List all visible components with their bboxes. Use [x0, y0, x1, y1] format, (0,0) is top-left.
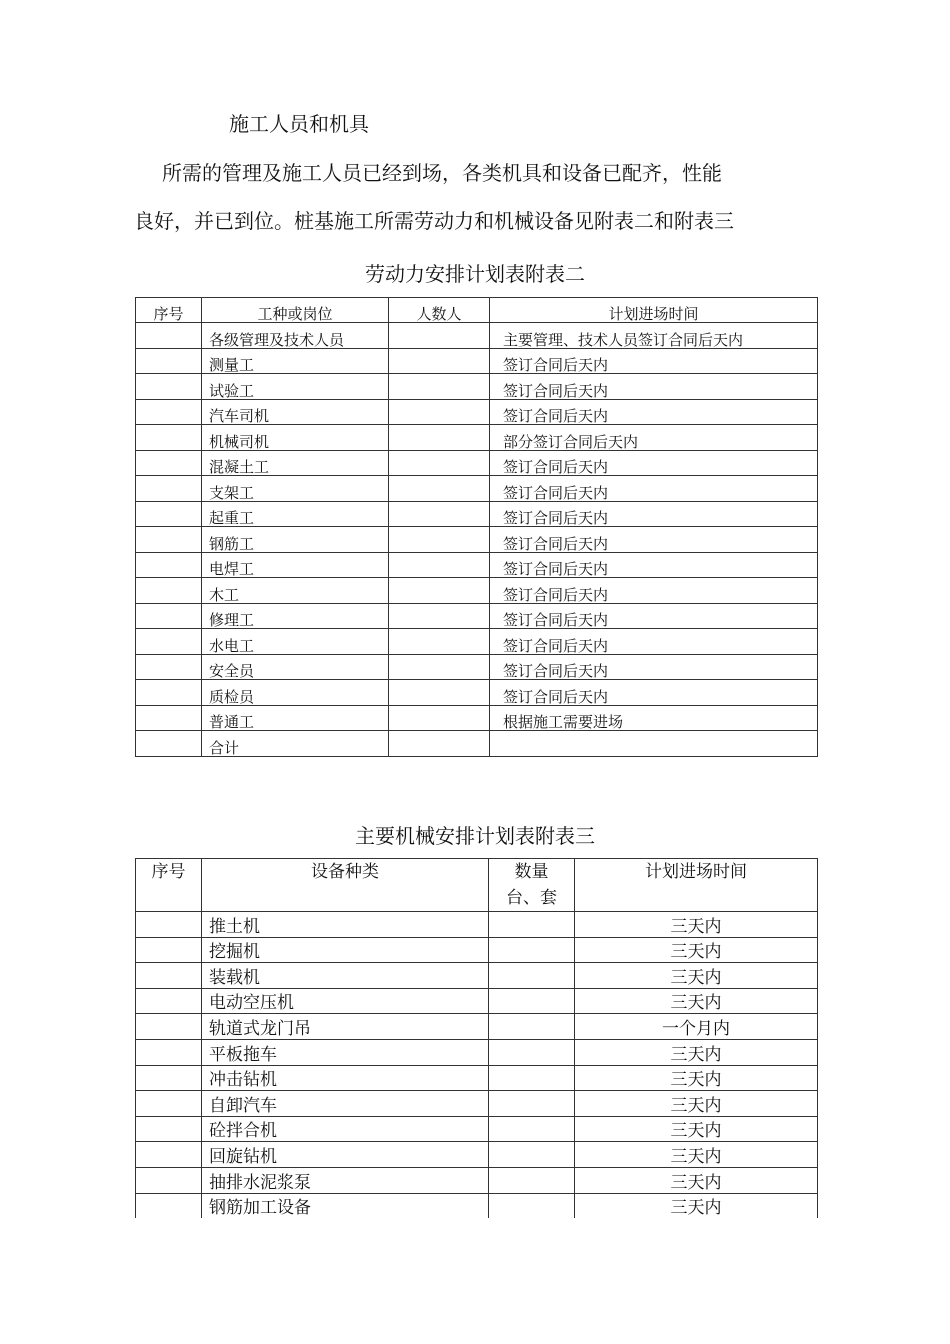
machine-table-row	[136, 988, 818, 1014]
labor-table-row	[136, 348, 818, 374]
machine-time-cell: 三天内	[575, 937, 818, 963]
labor-header-count: 人数人	[389, 298, 490, 323]
labor-table-row	[136, 578, 818, 604]
machine-header-time: 计划进场时间	[575, 859, 818, 912]
labor-table-row	[136, 603, 818, 629]
machine-quantity-cell	[489, 1142, 575, 1168]
machine-table-row	[136, 912, 818, 938]
labor-index-cell	[136, 705, 202, 731]
labor-time-cell: 主要管理、技术人员签订合同后天内	[490, 323, 818, 349]
labor-header-time: 计划进场时间	[490, 298, 818, 323]
labor-count-cell	[389, 450, 490, 476]
machine-equipment-cell: 挖掘机	[202, 937, 489, 963]
machine-index-cell	[136, 1039, 202, 1065]
machine-index-cell	[136, 963, 202, 989]
labor-time-cell: 签订合同后天内	[490, 374, 818, 400]
machine-header-quantity-line2: 台、套	[506, 888, 557, 908]
labor-table-row	[136, 705, 818, 731]
machine-table-row	[136, 1142, 818, 1168]
labor-table-row	[136, 654, 818, 680]
labor-count-cell	[389, 501, 490, 527]
machine-equipment-cell: 推土机	[202, 912, 489, 938]
labor-time-cell: 签订合同后天内	[490, 501, 818, 527]
machine-time-cell: 一个月内	[575, 1014, 818, 1040]
machine-equipment-cell: 平板拖车	[202, 1039, 489, 1065]
labor-role-cell: 起重工	[202, 501, 389, 527]
machine-time-cell: 三天内	[575, 1091, 818, 1117]
machine-quantity-cell	[489, 1116, 575, 1142]
machine-quantity-cell	[489, 1091, 575, 1117]
labor-count-cell	[389, 654, 490, 680]
labor-index-cell	[136, 374, 202, 400]
labor-table-row	[136, 527, 818, 553]
labor-time-cell: 签订合同后天内	[490, 654, 818, 680]
machine-table-row	[136, 1193, 818, 1218]
labor-table-row	[136, 450, 818, 476]
machine-header-index: 序号	[136, 859, 202, 912]
labor-role-cell: 木工	[202, 578, 389, 604]
machine-equipment-cell: 冲击钻机	[202, 1065, 489, 1091]
labor-role-cell: 测量工	[202, 348, 389, 374]
labor-table-header-row	[136, 298, 818, 323]
labor-time-cell: 部分签订合同后天内	[490, 425, 818, 451]
machine-quantity-cell	[489, 1193, 575, 1218]
labor-role-cell: 汽车司机	[202, 399, 389, 425]
machine-index-cell	[136, 937, 202, 963]
machine-quantity-cell	[489, 963, 575, 989]
machine-plan-table	[135, 858, 818, 1218]
labor-count-cell	[389, 629, 490, 655]
machine-index-cell	[136, 1116, 202, 1142]
labor-role-cell: 电焊工	[202, 552, 389, 578]
labor-table-row	[136, 374, 818, 400]
section-title: 施工人员和机具	[229, 112, 369, 136]
machine-table-header-row	[136, 859, 818, 912]
machine-quantity-cell	[489, 1065, 575, 1091]
labor-time-cell	[490, 731, 818, 757]
labor-index-cell	[136, 348, 202, 374]
labor-index-cell	[136, 399, 202, 425]
machine-table-row	[136, 1039, 818, 1065]
machine-time-cell: 三天内	[575, 988, 818, 1014]
labor-index-cell	[136, 680, 202, 706]
machine-time-cell: 三天内	[575, 1193, 818, 1218]
labor-count-cell	[389, 527, 490, 553]
machine-equipment-cell: 电动空压机	[202, 988, 489, 1014]
labor-index-cell	[136, 578, 202, 604]
labor-count-cell	[389, 425, 490, 451]
labor-table-caption: 劳动力安排计划表附表二	[365, 262, 585, 286]
paragraph-line-1: 所需的管理及施工人员已经到场，各类机具和设备已配齐，性能	[162, 161, 722, 185]
labor-count-cell	[389, 348, 490, 374]
labor-plan-table	[135, 297, 818, 757]
labor-count-cell	[389, 374, 490, 400]
labor-role-cell: 质检员	[202, 680, 389, 706]
labor-index-cell	[136, 629, 202, 655]
machine-index-cell	[136, 1091, 202, 1117]
machine-index-cell	[136, 1014, 202, 1040]
labor-header-role: 工种或岗位	[202, 298, 389, 323]
machine-index-cell	[136, 1167, 202, 1193]
machine-time-cell: 三天内	[575, 963, 818, 989]
machine-equipment-cell: 砼拌合机	[202, 1116, 489, 1142]
labor-table-row	[136, 425, 818, 451]
machine-header-quantity-line1: 数量	[514, 862, 549, 882]
labor-index-cell	[136, 450, 202, 476]
labor-role-cell: 各级管理及技术人员	[202, 323, 389, 349]
machine-quantity-cell	[489, 1039, 575, 1065]
machine-equipment-cell: 轨道式龙门吊	[202, 1014, 489, 1040]
machine-time-cell: 三天内	[575, 1039, 818, 1065]
labor-index-cell	[136, 527, 202, 553]
machine-quantity-cell	[489, 937, 575, 963]
labor-index-cell	[136, 501, 202, 527]
labor-time-cell: 签订合同后天内	[490, 603, 818, 629]
machine-table-row	[136, 1116, 818, 1142]
labor-time-cell: 根据施工需要进场	[490, 705, 818, 731]
labor-role-cell: 钢筋工	[202, 527, 389, 553]
machine-time-cell: 三天内	[575, 1167, 818, 1193]
labor-table-row	[136, 399, 818, 425]
labor-role-cell: 支架工	[202, 476, 389, 502]
labor-count-cell	[389, 680, 490, 706]
labor-table-row	[136, 323, 818, 349]
labor-index-cell	[136, 654, 202, 680]
machine-equipment-cell: 装载机	[202, 963, 489, 989]
labor-count-cell	[389, 731, 490, 757]
labor-time-cell: 签订合同后天内	[490, 450, 818, 476]
labor-index-cell	[136, 603, 202, 629]
machine-time-cell: 三天内	[575, 1065, 818, 1091]
machine-equipment-cell: 回旋钻机	[202, 1142, 489, 1168]
machine-index-cell	[136, 912, 202, 938]
machine-header-quantity	[489, 859, 575, 912]
labor-table-row	[136, 476, 818, 502]
labor-count-cell	[389, 552, 490, 578]
machine-table-caption: 主要机械安排计划表附表三	[355, 824, 595, 848]
labor-time-cell: 签订合同后天内	[490, 552, 818, 578]
labor-count-cell	[389, 476, 490, 502]
machine-index-cell	[136, 1142, 202, 1168]
labor-table-row	[136, 629, 818, 655]
machine-equipment-cell: 钢筋加工设备	[202, 1193, 489, 1218]
labor-count-cell	[389, 705, 490, 731]
machine-equipment-cell: 自卸汽车	[202, 1091, 489, 1117]
machine-table-row	[136, 1014, 818, 1040]
labor-role-cell: 普通工	[202, 705, 389, 731]
machine-time-cell: 三天内	[575, 912, 818, 938]
machine-table-row	[136, 1065, 818, 1091]
paragraph-line-2: 良好，并已到位。桩基施工所需劳动力和机械设备见附表二和附表三	[134, 209, 734, 233]
machine-time-cell: 三天内	[575, 1142, 818, 1168]
labor-table-row	[136, 501, 818, 527]
machine-table-row	[136, 937, 818, 963]
labor-header-index: 序号	[136, 298, 202, 323]
labor-role-cell: 修理工	[202, 603, 389, 629]
machine-table-row	[136, 1167, 818, 1193]
labor-role-cell: 合计	[202, 731, 389, 757]
labor-time-cell: 签订合同后天内	[490, 680, 818, 706]
labor-role-cell: 水电工	[202, 629, 389, 655]
machine-table-row	[136, 963, 818, 989]
labor-index-cell	[136, 476, 202, 502]
labor-role-cell: 试验工	[202, 374, 389, 400]
labor-time-cell: 签订合同后天内	[490, 527, 818, 553]
labor-count-cell	[389, 578, 490, 604]
machine-table-row	[136, 1091, 818, 1117]
labor-time-cell: 签订合同后天内	[490, 348, 818, 374]
labor-table-row	[136, 552, 818, 578]
machine-header-equipment: 设备种类	[202, 859, 489, 912]
machine-equipment-cell: 抽排水泥浆泵	[202, 1167, 489, 1193]
labor-time-cell: 签订合同后天内	[490, 578, 818, 604]
machine-quantity-cell	[489, 988, 575, 1014]
labor-time-cell: 签订合同后天内	[490, 476, 818, 502]
labor-count-cell	[389, 399, 490, 425]
machine-index-cell	[136, 988, 202, 1014]
machine-quantity-cell	[489, 912, 575, 938]
labor-time-cell: 签订合同后天内	[490, 399, 818, 425]
labor-table-row	[136, 680, 818, 706]
labor-index-cell	[136, 552, 202, 578]
labor-index-cell	[136, 731, 202, 757]
labor-time-cell: 签订合同后天内	[490, 629, 818, 655]
labor-table-row	[136, 731, 818, 757]
machine-quantity-cell	[489, 1167, 575, 1193]
machine-quantity-cell	[489, 1014, 575, 1040]
labor-role-cell: 机械司机	[202, 425, 389, 451]
machine-index-cell	[136, 1065, 202, 1091]
labor-role-cell: 混凝土工	[202, 450, 389, 476]
labor-index-cell	[136, 323, 202, 349]
labor-count-cell	[389, 603, 490, 629]
machine-index-cell	[136, 1193, 202, 1218]
labor-index-cell	[136, 425, 202, 451]
machine-time-cell: 三天内	[575, 1116, 818, 1142]
labor-count-cell	[389, 323, 490, 349]
labor-role-cell: 安全员	[202, 654, 389, 680]
